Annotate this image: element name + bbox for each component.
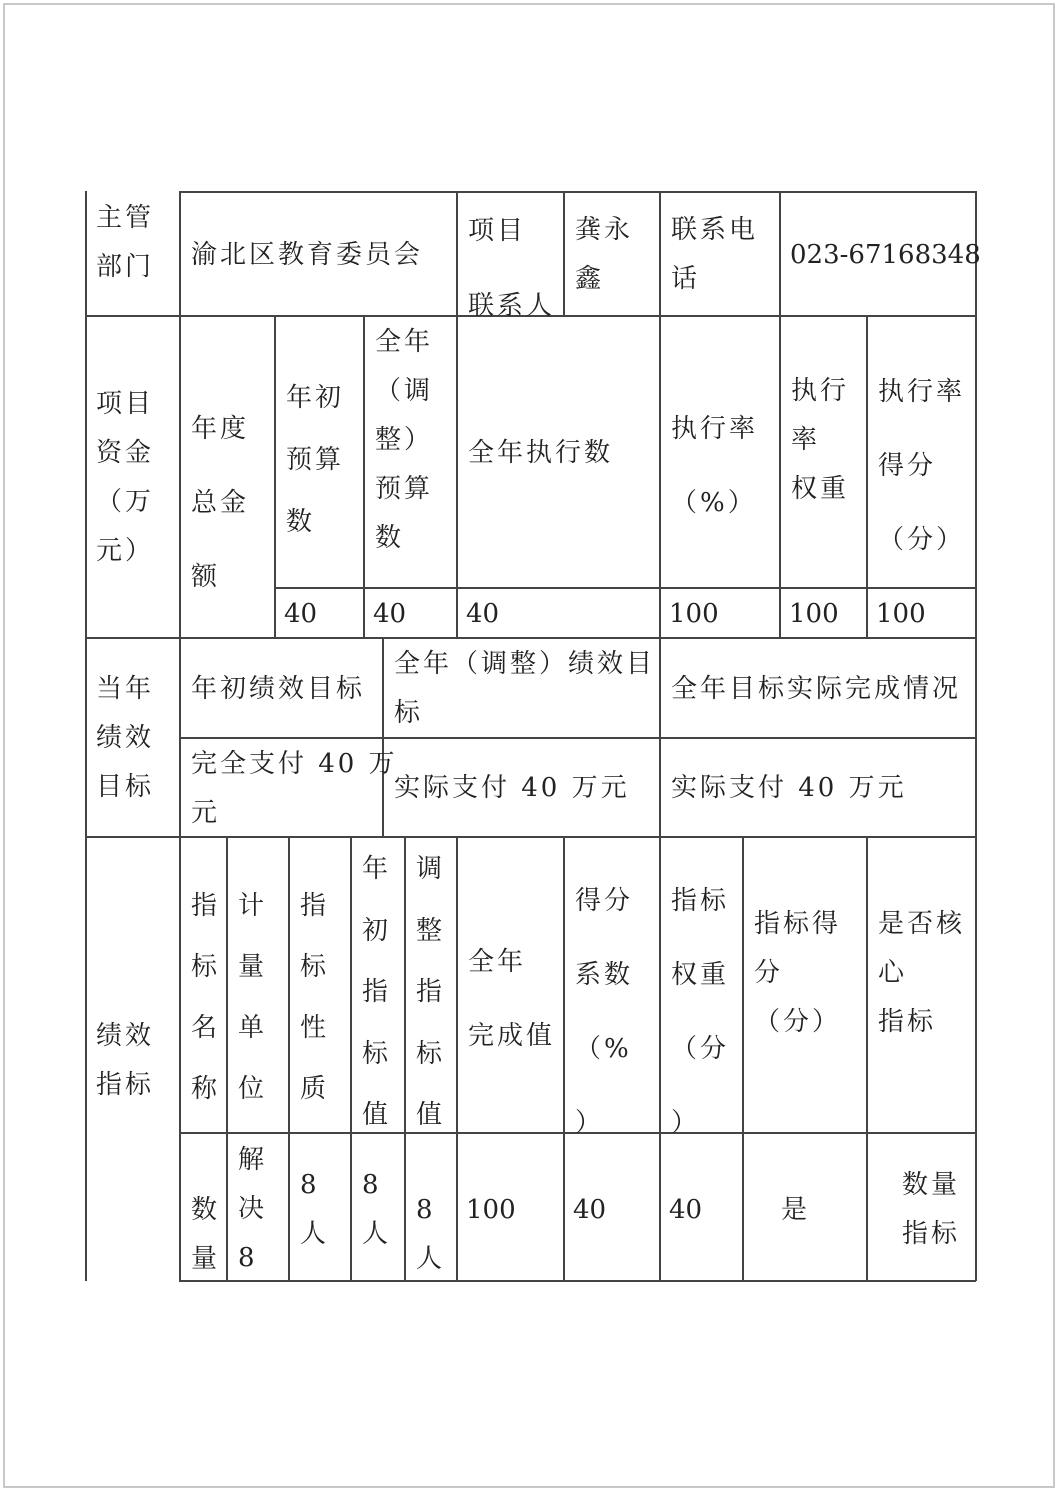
initial-goal-header: 年初绩效目标 — [191, 674, 366, 704]
row-indicator-initial: 8 人 — [362, 1170, 392, 1249]
row-indicator-coef: 40 — [573, 1195, 607, 1225]
funds-label: 项目 资金 （万 元） — [96, 389, 155, 566]
actual-goal-header: 全年目标实际完成情况 — [671, 674, 962, 704]
rate-weight-label: 执行 率 权重 — [791, 376, 850, 504]
adjusted-budget-label: 全年 （调 整） 预算 数 — [375, 327, 434, 553]
adjusted-goal-header: 全年（调整）绩效目 标 — [394, 649, 656, 728]
initial-budget-value: 40 — [284, 599, 318, 629]
indicator-core-header: 是否核 心 指标 — [878, 909, 966, 1037]
row-indicator-adjusted: 8 人 — [416, 1195, 446, 1274]
executed-value: 40 — [466, 599, 500, 629]
rate-score-label: 执行率 得分 （分） — [878, 377, 966, 555]
indicator-coef-header: 得分 系数 （% ） — [575, 886, 634, 1138]
indicator-completed-header: 全年 完成值 — [468, 947, 556, 1051]
executed-label: 全年执行数 — [468, 438, 614, 468]
contact-label: 项目 联系人 — [468, 216, 556, 321]
goals-label: 当年 绩效 目标 — [96, 674, 155, 802]
execution-rate-label: 执行率 （%） — [671, 414, 759, 518]
indicator-adjusted-header: 调 整 指 标 值 — [416, 854, 446, 1130]
adjusted-goal-value: 实际支付 40 万元 — [394, 773, 630, 803]
phone-value: 023-67168348 — [790, 240, 981, 270]
indicator-name-header: 指 标 名 称 — [191, 891, 221, 1104]
total-amount-label: 年度 总金 额 — [191, 414, 250, 592]
row-indicator-core: 数量 指标 — [901, 1170, 960, 1249]
indicator-unit-header: 计 量 单 位 — [238, 891, 268, 1104]
row-indicator-unit: 解 决 8 — [238, 1145, 268, 1273]
indicator-weight-header: 指标 权重 （分 ） — [671, 886, 730, 1138]
contact-value: 龚永 鑫 — [575, 215, 634, 294]
indicators-label: 绩效 指标 — [96, 1021, 155, 1100]
execution-rate-value: 100 — [669, 599, 719, 629]
rate-weight-value: 100 — [789, 599, 839, 629]
adjusted-budget-value: 40 — [373, 599, 407, 629]
indicator-initial-header: 年 初 指 标 值 — [362, 854, 392, 1130]
row-indicator-score: 是 — [781, 1195, 811, 1225]
dept-label: 主管 部门 — [96, 203, 155, 282]
row-indicator-nature: 8 人 — [300, 1170, 330, 1249]
dept-value: 渝北区教育委员会 — [191, 240, 424, 270]
rate-score-value: 100 — [876, 599, 926, 629]
initial-budget-label: 年初 预算 数 — [286, 383, 345, 537]
row-indicator-name: 数 量 — [191, 1195, 221, 1274]
row-indicator-weight: 40 — [669, 1195, 703, 1225]
row-indicator-completed: 100 — [466, 1195, 516, 1225]
initial-goal-value: 完全支付 40 万 元 — [191, 749, 398, 828]
indicator-score-header: 指标得 分 （分） — [754, 909, 842, 1037]
indicator-nature-header: 指 标 性 质 — [300, 891, 330, 1104]
phone-label: 联系电 话 — [671, 215, 759, 294]
actual-goal-value: 实际支付 40 万元 — [671, 773, 907, 803]
